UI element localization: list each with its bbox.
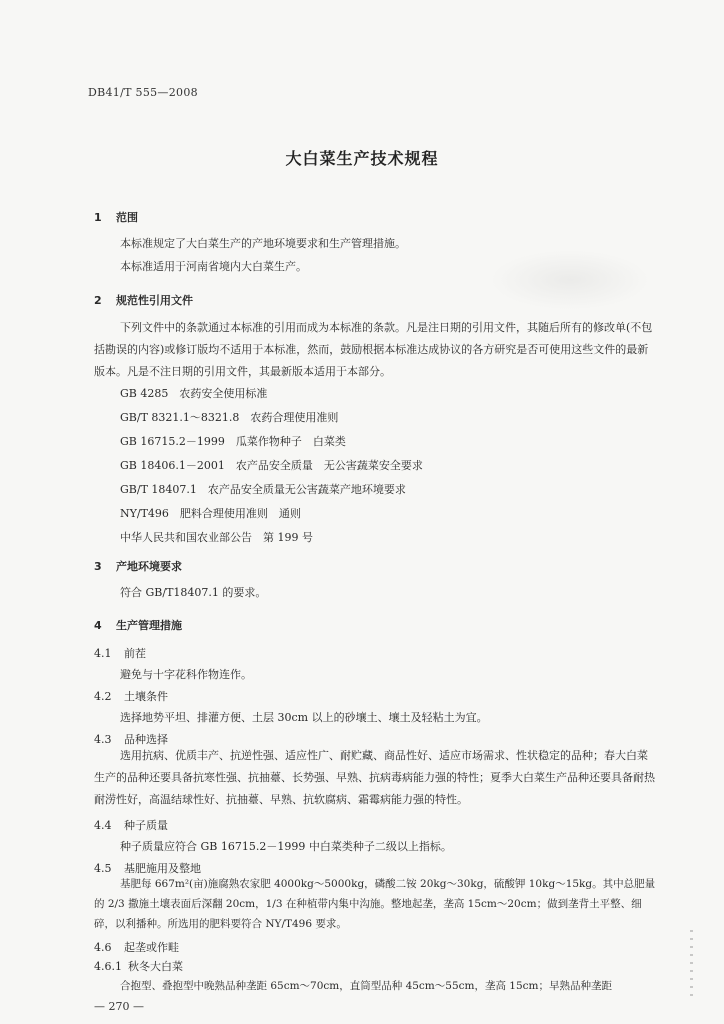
section-number: 1 xyxy=(94,211,102,224)
subsection-title: 种子质量 xyxy=(124,819,168,832)
page-number: — 270 — xyxy=(94,1000,144,1013)
section-title: 规范性引用文件 xyxy=(116,294,193,307)
subsection-4-1-text: 避免与十字花科作物连作。 xyxy=(120,668,252,681)
section-3-para-1: 符合 GB/T18407.1 的要求。 xyxy=(120,586,267,599)
section-1-heading xyxy=(94,209,138,225)
subsection-4-4-text: 种子质量应符合 GB 16715.2－1999 中白菜类种子二级以上指标。 xyxy=(120,840,452,853)
section-number: 4 xyxy=(94,619,102,632)
section-1-para-1: 本标准规定了大白菜生产的产地环境要求和生产管理措施。 xyxy=(120,237,406,250)
subsection-title: 前茬 xyxy=(124,647,146,660)
reference-item: NY/T496 肥料合理使用准则 通则 xyxy=(120,507,301,520)
subsection-4-2-text: 选择地势平坦、排灌方便、土层 30cm 以上的砂壤土、壤土及轻粘土为宜。 xyxy=(120,711,488,724)
section-number: 3 xyxy=(94,560,102,573)
subsection-number: 4.5 xyxy=(94,862,112,875)
reference-item: GB 16715.2－1999 瓜菜作物种子 白菜类 xyxy=(120,435,346,448)
subsection-title: 土壤条件 xyxy=(124,690,168,703)
subsection-title: 秋冬大白菜 xyxy=(128,960,183,973)
subsection-number: 4.4 xyxy=(94,819,112,832)
subsection-title: 品种选择 xyxy=(124,733,168,746)
section-1-para-2: 本标准适用于河南省境内大白菜生产。 xyxy=(120,260,307,273)
subsection-title: 基肥施用及整地 xyxy=(124,862,201,875)
section-title: 范围 xyxy=(116,211,138,224)
reference-item: GB 18406.1－2001 农产品安全质量 无公害蔬菜安全要求 xyxy=(120,459,423,472)
subsection-4-2-heading xyxy=(94,688,168,704)
subsection-number: 4.6 xyxy=(94,941,112,954)
section-2-heading xyxy=(94,292,193,308)
subsection-number: 4.6.1 xyxy=(94,960,122,973)
subsection-title: 起垄或作畦 xyxy=(124,941,179,954)
subsection-4-3-text: 选用抗病、优质丰产、抗逆性强、适应性广、耐贮藏、商品性好、适应市场需求、性状稳定的品种；春大白菜生产的品种还要具备抗寒性强、抗抽薹、长势强、早熟、抗病毒病能力强的特性；夏季大白菜生产品种还要具备耐热耐涝性好，高温结球性好、抗抽薹、早熟、抗软腐病、霜霉病能力强的特性。 xyxy=(94,749,655,806)
section-title: 生产管理措施 xyxy=(116,619,182,632)
reference-item: GB/T 8321.1～8321.8 农药合理使用准则 xyxy=(120,411,339,424)
reference-item: GB/T 18407.1 农产品安全质量无公害蔬菜产地环境要求 xyxy=(120,483,406,496)
scan-dots xyxy=(690,930,693,1000)
section-number: 2 xyxy=(94,294,102,307)
subsection-4-1-heading xyxy=(94,645,146,661)
reference-item: GB 4285 农药安全使用标准 xyxy=(120,387,268,400)
subsection-number: 4.3 xyxy=(94,733,112,746)
subsection-4-4-heading xyxy=(94,817,168,833)
subsection-4-6-1-text: 合抱型、叠抱型中晚熟品种垄距 65cm～70cm，直筒型品种 45cm～55cm，垄高 15cm；早熟品种垄距 xyxy=(120,980,613,992)
subsection-4-6-heading xyxy=(94,939,179,955)
subsection-number: 4.1 xyxy=(94,647,112,660)
subsection-number: 4.2 xyxy=(94,690,112,703)
page-title: 大白菜生产技术规程 xyxy=(285,149,439,168)
section-3-heading xyxy=(94,558,182,574)
section-title: 产地环境要求 xyxy=(116,560,182,573)
standard-code: DB41/T 555—2008 xyxy=(88,86,198,99)
section-2-para-1: 下列文件中的条款通过本标准的引用而成为本标准的条款。凡是注日期的引用文件，其随后所有的修改单(不包括勘误的内容)或修订版均不适用于本标准，然而，鼓励根据本标准达成协议的各方研究是否可使用这些文件的最新版本。凡是不注日期的引用文件，其最新版本适用于本部分。 xyxy=(94,321,653,378)
subsection-4-5-text: 基肥每 667m²(亩)施腐熟农家肥 4000kg～5000kg，磷酸二铵 20kg～30kg，硫酸钾 10kg～15kg。其中总肥量的 2/3 撒施土壤表面后深翻 20cm，1/3 在种植带内集中沟施。整地起垄，垄高 15cm～20cm；做到垄背土平整、细碎，以利播种。所选用的肥料要符合 NY/T496 要求。 xyxy=(94,878,656,930)
section-4-heading xyxy=(94,617,182,633)
subsection-4-6-1-heading xyxy=(94,958,183,974)
reference-item: 中华人民共和国农业部公告 第 199 号 xyxy=(120,531,313,544)
